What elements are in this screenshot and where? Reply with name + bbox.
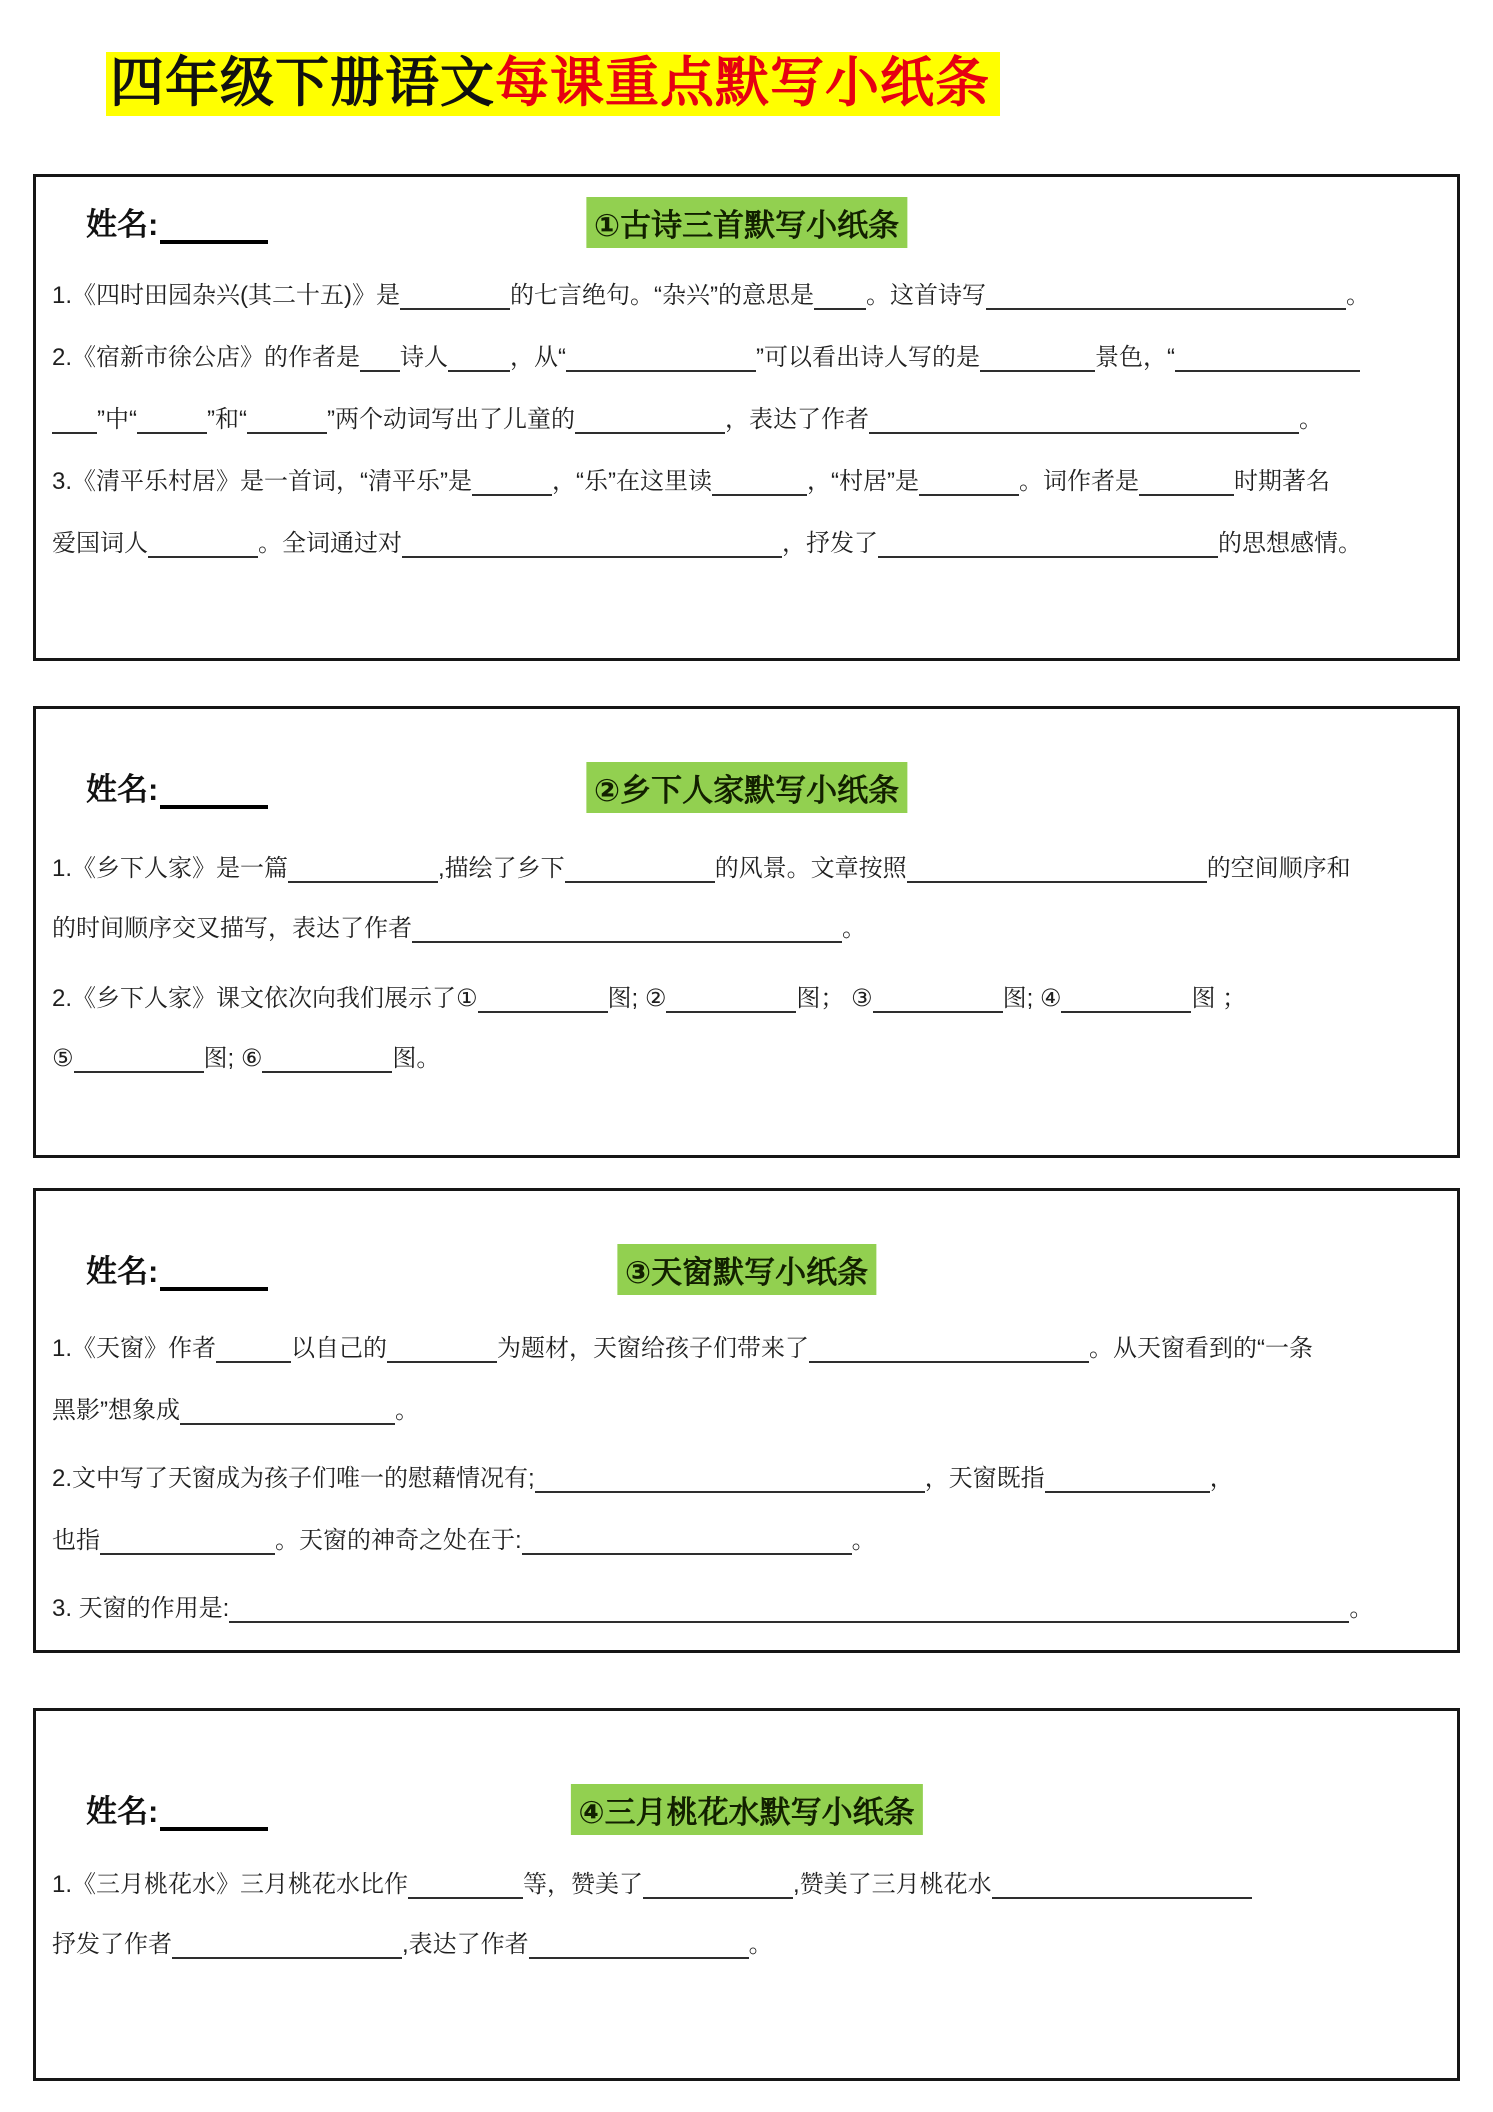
text-segment: 。 xyxy=(851,1527,876,1554)
fill-blank xyxy=(1061,987,1191,1013)
fill-blank xyxy=(980,346,1095,372)
text-segment: ,表达了作者 xyxy=(402,1931,529,1958)
question-line xyxy=(52,527,1441,561)
section-title: ③天窗默写小纸条 xyxy=(617,1244,876,1295)
fill-blank xyxy=(535,1467,925,1493)
question xyxy=(52,1592,1441,1626)
fill-blank xyxy=(566,346,756,372)
section-title: ①古诗三首默写小纸条 xyxy=(586,197,907,248)
question xyxy=(52,1462,1441,1558)
text-segment: 图; ② xyxy=(607,985,667,1012)
question-line xyxy=(52,912,1441,946)
text-segment: 1.《四时田园杂兴(其二十五)》是 xyxy=(52,282,400,309)
text-segment: 。词作者是 xyxy=(1018,468,1139,495)
fill-blank xyxy=(907,857,1207,883)
text-segment: 3.《清平乐村居》是一首词，“清平乐”是 xyxy=(52,468,472,495)
text-segment: ”两个动词写出了儿童的 xyxy=(326,406,575,433)
text-segment: ，从“ xyxy=(510,344,567,371)
text-segment: 。从天窗看到的“一条 xyxy=(1089,1335,1314,1362)
question-line xyxy=(52,279,1441,313)
text-segment: 的空间顺序和 xyxy=(1206,855,1351,882)
text-segment: 图。 xyxy=(392,1045,441,1072)
question-line xyxy=(52,1868,1441,1902)
fill-blank xyxy=(448,346,510,372)
fill-blank xyxy=(1045,1467,1210,1493)
text-segment: ,描绘了乡下 xyxy=(438,855,565,882)
fill-blank xyxy=(472,470,552,496)
question-line xyxy=(52,341,1441,375)
text-segment: 图 ； xyxy=(1191,985,1247,1012)
text-segment: 爱国词人 xyxy=(52,530,148,557)
text-segment: 的时间顺序交叉描写，表达了作者 xyxy=(52,915,412,942)
text-segment: 也指 xyxy=(52,1527,100,1554)
fill-blank xyxy=(986,284,1346,310)
question-line xyxy=(52,852,1441,886)
fill-blank xyxy=(262,1047,392,1073)
question-line xyxy=(52,1394,1441,1428)
text-segment: ,赞美了三月桃花水 xyxy=(793,1871,992,1898)
section-title: ④三月桃花水默写小纸条 xyxy=(570,1784,922,1835)
text-segment: ，抒发了 xyxy=(782,530,878,557)
text-segment: ”中“ xyxy=(97,406,137,433)
fill-blank xyxy=(408,1873,523,1899)
name-label: 姓名: xyxy=(86,1794,159,1829)
text-segment: 图; ⑥ xyxy=(203,1045,263,1072)
name-field xyxy=(86,1786,268,1831)
fill-blank xyxy=(360,346,400,372)
question xyxy=(52,465,1441,561)
question xyxy=(52,279,1441,313)
text-segment: 。这首诗写 xyxy=(865,282,986,309)
sections xyxy=(0,174,1493,2081)
section-card xyxy=(33,174,1460,661)
question xyxy=(52,341,1441,437)
text-segment: 1.《乡下人家》是一篇 xyxy=(52,855,289,882)
text-segment: ， xyxy=(1209,1465,1234,1492)
text-segment: 诗人 xyxy=(400,344,449,371)
question-line xyxy=(52,465,1441,499)
text-segment: ”和“ xyxy=(206,406,247,433)
text-segment: 3. 天窗的作用是: xyxy=(52,1595,230,1622)
fill-blank xyxy=(919,470,1019,496)
name-blank xyxy=(160,1797,268,1831)
name-field xyxy=(86,764,268,809)
text-segment: 图; ④ xyxy=(1002,985,1062,1012)
fill-blank xyxy=(100,1529,275,1555)
question xyxy=(52,1332,1441,1428)
fill-blank xyxy=(869,408,1299,434)
text-segment: 为题材，天窗给孩子们带来了 xyxy=(497,1335,810,1362)
question xyxy=(52,1868,1441,1962)
question-line xyxy=(52,982,1441,1016)
text-segment: ”可以看出诗人写的是 xyxy=(756,344,981,371)
question-line xyxy=(52,1462,1441,1496)
fill-blank xyxy=(814,284,866,310)
page-title xyxy=(106,52,1000,116)
name-blank xyxy=(160,775,268,809)
text-segment: 2.文中写了天窗成为孩子们唯一的慰藉情况有; xyxy=(52,1465,535,1492)
text-segment: 等，赞美了 xyxy=(523,1871,644,1898)
text-segment: 图； ③ xyxy=(796,985,873,1012)
section-card xyxy=(33,706,1460,1158)
text-segment: 。 xyxy=(1298,406,1323,433)
fill-blank xyxy=(565,857,715,883)
text-segment: ，天窗既指 xyxy=(924,1465,1045,1492)
fill-blank xyxy=(400,284,510,310)
fill-blank xyxy=(873,987,1003,1013)
name-field xyxy=(86,199,268,244)
text-segment: 1.《天窗》作者 xyxy=(52,1335,217,1362)
section-header xyxy=(52,1786,1441,1838)
text-segment: 。 xyxy=(748,1931,773,1958)
name-label: 姓名: xyxy=(86,1254,159,1289)
name-label: 姓名: xyxy=(86,207,159,242)
name-field xyxy=(86,1246,268,1291)
fill-blank xyxy=(172,1933,402,1959)
text-segment: 。 xyxy=(395,1397,419,1424)
text-segment: 的风景。文章按照 xyxy=(714,855,907,882)
text-segment: ，“村居”是 xyxy=(806,468,919,495)
question-line xyxy=(52,1928,1441,1962)
text-segment: 2.《宿新市徐公店》的作者是 xyxy=(52,344,361,371)
fill-blank xyxy=(137,408,207,434)
name-blank xyxy=(160,210,268,244)
question-line xyxy=(52,1524,1441,1558)
text-segment: 1.《三月桃花水》三月桃花水比作 xyxy=(52,1871,409,1898)
text-segment: 。 xyxy=(842,915,866,942)
text-segment: 时期著名 xyxy=(1233,468,1330,495)
page-title-grade-part: 四年级下册语文 xyxy=(110,53,495,113)
section-title: ②乡下人家默写小纸条 xyxy=(586,762,907,813)
fill-blank xyxy=(878,532,1218,558)
fill-blank xyxy=(522,1529,852,1555)
question-line xyxy=(52,1042,1441,1076)
fill-blank xyxy=(712,470,807,496)
text-segment: 的七言绝句。“杂兴”的意思是 xyxy=(510,282,814,309)
text-segment: ，表达了作者 xyxy=(724,406,869,433)
question xyxy=(52,982,1441,1076)
text-segment: 抒发了作者 xyxy=(52,1931,172,1958)
section-header xyxy=(52,1246,1441,1298)
section-header xyxy=(52,764,1441,816)
text-segment: 。全词通过对 xyxy=(258,530,402,557)
fill-blank xyxy=(180,1399,395,1425)
fill-blank xyxy=(992,1873,1252,1899)
text-segment: 景色，“ xyxy=(1095,344,1176,371)
text-segment: ，“乐”在这里读 xyxy=(552,468,712,495)
section-card xyxy=(33,1188,1460,1653)
fill-blank xyxy=(666,987,796,1013)
section-card xyxy=(33,1708,1460,2081)
fill-blank xyxy=(643,1873,793,1899)
fill-blank xyxy=(402,532,782,558)
fill-blank xyxy=(387,1337,497,1363)
fill-blank xyxy=(247,408,327,434)
text-segment: 2.《乡下人家》课文依次向我们展示了① xyxy=(52,985,478,1012)
text-segment: 黑影”想象成 xyxy=(52,1397,180,1424)
fill-blank xyxy=(575,408,725,434)
fill-blank xyxy=(809,1337,1089,1363)
fill-blank xyxy=(1175,346,1360,372)
text-segment: 的思想感情。 xyxy=(1218,530,1362,557)
fill-blank xyxy=(229,1597,1349,1623)
name-blank xyxy=(160,1257,268,1291)
question-line xyxy=(52,1592,1441,1626)
fill-blank xyxy=(74,1047,204,1073)
question-line xyxy=(52,1332,1441,1366)
fill-blank xyxy=(412,917,842,943)
text-segment: 以自己的 xyxy=(291,1335,388,1362)
text-segment: 。 xyxy=(1345,282,1370,309)
text-segment: ⑤ xyxy=(52,1045,74,1072)
question-line xyxy=(52,403,1441,437)
fill-blank xyxy=(52,408,97,434)
text-segment: 。天窗的神奇之处在于: xyxy=(275,1527,522,1554)
section-header xyxy=(52,199,1441,251)
fill-blank xyxy=(478,987,608,1013)
page-title-subject-part: 每课重点默写小纸条 xyxy=(495,53,990,113)
question xyxy=(52,852,1441,946)
fill-blank xyxy=(1139,470,1234,496)
fill-blank xyxy=(148,532,258,558)
text-segment: 。 xyxy=(1349,1595,1374,1622)
fill-blank xyxy=(216,1337,291,1363)
fill-blank xyxy=(529,1933,749,1959)
fill-blank xyxy=(288,857,438,883)
name-label: 姓名: xyxy=(86,772,159,807)
